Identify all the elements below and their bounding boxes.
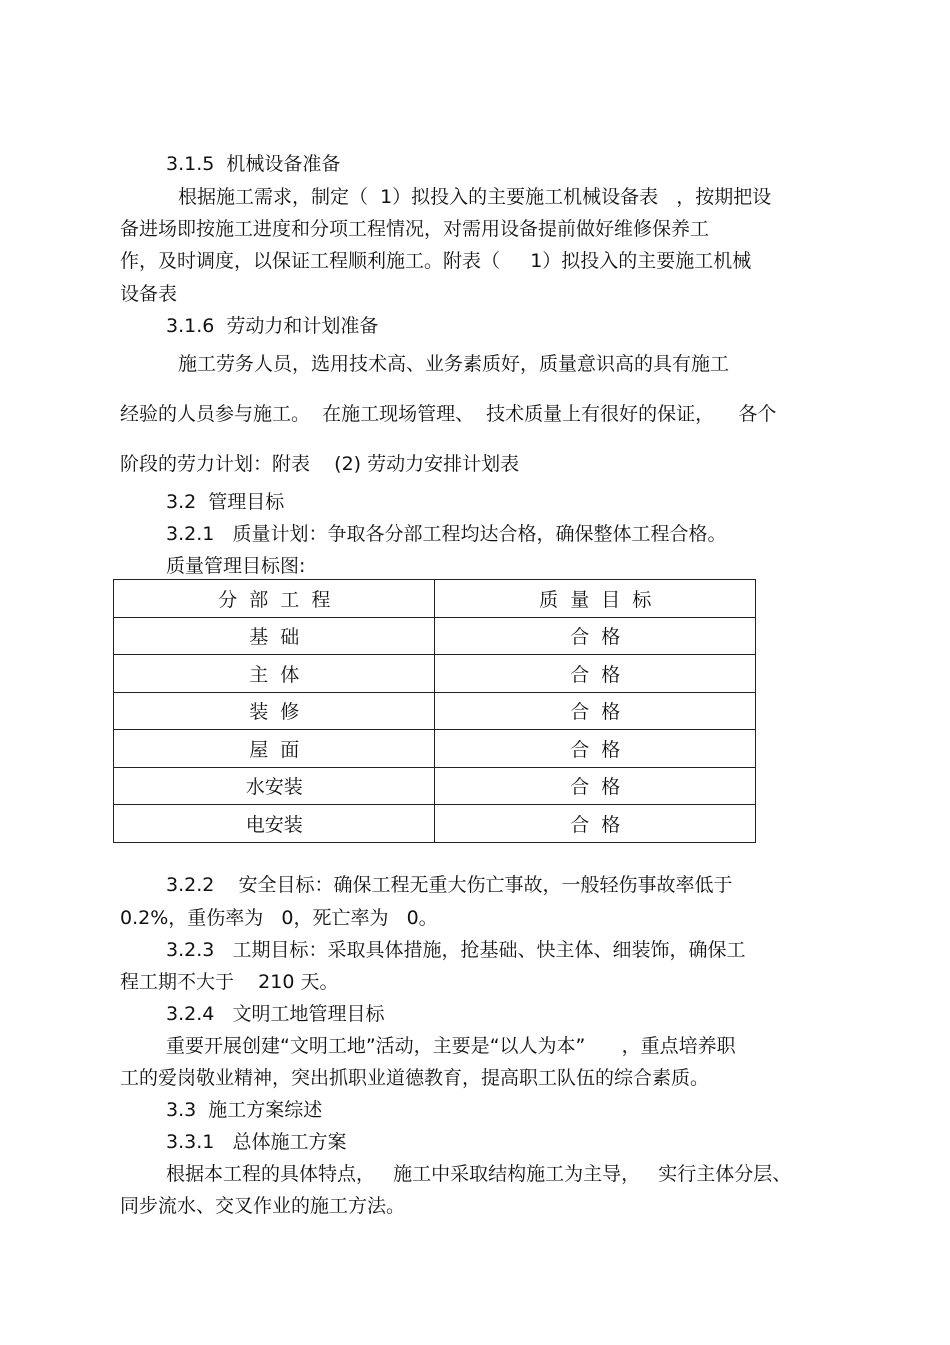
section-3-2-3-line: 3.2.3 工期目标：采取具体措施，抢基础、快主体、细装饰，确保工 xyxy=(166,939,746,961)
table-row xyxy=(114,655,756,693)
section-3-2-1-line: 3.2.1 质量计划：争取各分部工程均达合格，确保整体工程合格。 xyxy=(166,523,727,545)
table-cell: 合 格 xyxy=(435,655,756,693)
paragraph-line: 作，及时调度，以保证工程顺利施工。附表（ 1）拟投入的主要施工机械 xyxy=(120,250,752,272)
section-3-2-2-line: 3.2.2 安全目标：确保工程无重大伤亡事故，一般轻伤事故率低于 xyxy=(166,874,733,896)
section-3-1-6-heading: 3.1.6 劳动力和计划准备 xyxy=(166,315,379,337)
table-cell: 合 格 xyxy=(435,730,756,768)
paragraph-line: 施工劳务人员，选用技术高、业务素质好，质量意识高的具有施工 xyxy=(178,353,730,375)
table-cell: 合 格 xyxy=(435,692,756,730)
table-row xyxy=(114,617,756,655)
table-row xyxy=(114,730,756,768)
table-cell: 合 格 xyxy=(435,767,756,805)
table-cell: 水安装 xyxy=(114,767,435,805)
table-cell: 主 体 xyxy=(114,655,435,693)
table-cell: 屋 面 xyxy=(114,730,435,768)
paragraph-line: 根据本工程的具体特点， 施工中采取结构施工为主导， 实行主体分层、 xyxy=(166,1163,792,1185)
table-row xyxy=(114,692,756,730)
table-caption: 质量管理目标图: xyxy=(166,555,306,577)
table-header-row xyxy=(114,580,756,618)
section-3-3-1-heading: 3.3.1 总体施工方案 xyxy=(166,1131,347,1153)
paragraph-line: 经验的人员参与施工。 在施工现场管理、 技术质量上有很好的保证， 各个 xyxy=(120,403,777,425)
paragraph-line: 根据施工需求，制定（ 1）拟投入的主要施工机械设备表 ，按期把设 xyxy=(178,186,772,208)
paragraph-line: 阶段的劳力计划：附表 (2) 劳动力安排计划表 xyxy=(120,453,520,475)
paragraph-line: 重要开展创建“文明工地”活动，主要是“以人为本” ，重点培养职 xyxy=(166,1035,736,1057)
table-cell: 装 修 xyxy=(114,692,435,730)
paragraph-line: 0.2%，重伤率为 0，死亡率为 0。 xyxy=(120,907,438,929)
table-header-cell: 质 量 目 标 xyxy=(435,580,756,618)
table-header-cell: 分 部 工 程 xyxy=(114,580,435,618)
section-3-2-heading: 3.2 管理目标 xyxy=(166,491,285,513)
table-cell: 合 格 xyxy=(435,805,756,843)
table-cell: 基 础 xyxy=(114,617,435,655)
quality-target-table xyxy=(113,579,756,843)
section-3-3-heading: 3.3 施工方案综述 xyxy=(166,1099,323,1121)
paragraph-line: 备进场即按施工进度和分项工程情况，对需用设备提前做好维修保养工 xyxy=(120,218,710,240)
table-cell: 电安装 xyxy=(114,805,435,843)
paragraph-line: 程工期不大于 210 天。 xyxy=(120,971,339,993)
table-cell: 合 格 xyxy=(435,617,756,655)
paragraph-line: 设备表 xyxy=(120,283,178,305)
section-3-2-4-heading: 3.2.4 文明工地管理目标 xyxy=(166,1003,385,1025)
section-3-1-5-heading: 3.1.5 机械设备准备 xyxy=(166,153,341,175)
paragraph-line: 工的爱岗敬业精神，突出抓职业道德教育，提高职工队伍的综合素质。 xyxy=(120,1067,710,1089)
paragraph-line: 同步流水、交叉作业的施工方法。 xyxy=(120,1195,406,1217)
table-row xyxy=(114,805,756,843)
table-row xyxy=(114,767,756,805)
